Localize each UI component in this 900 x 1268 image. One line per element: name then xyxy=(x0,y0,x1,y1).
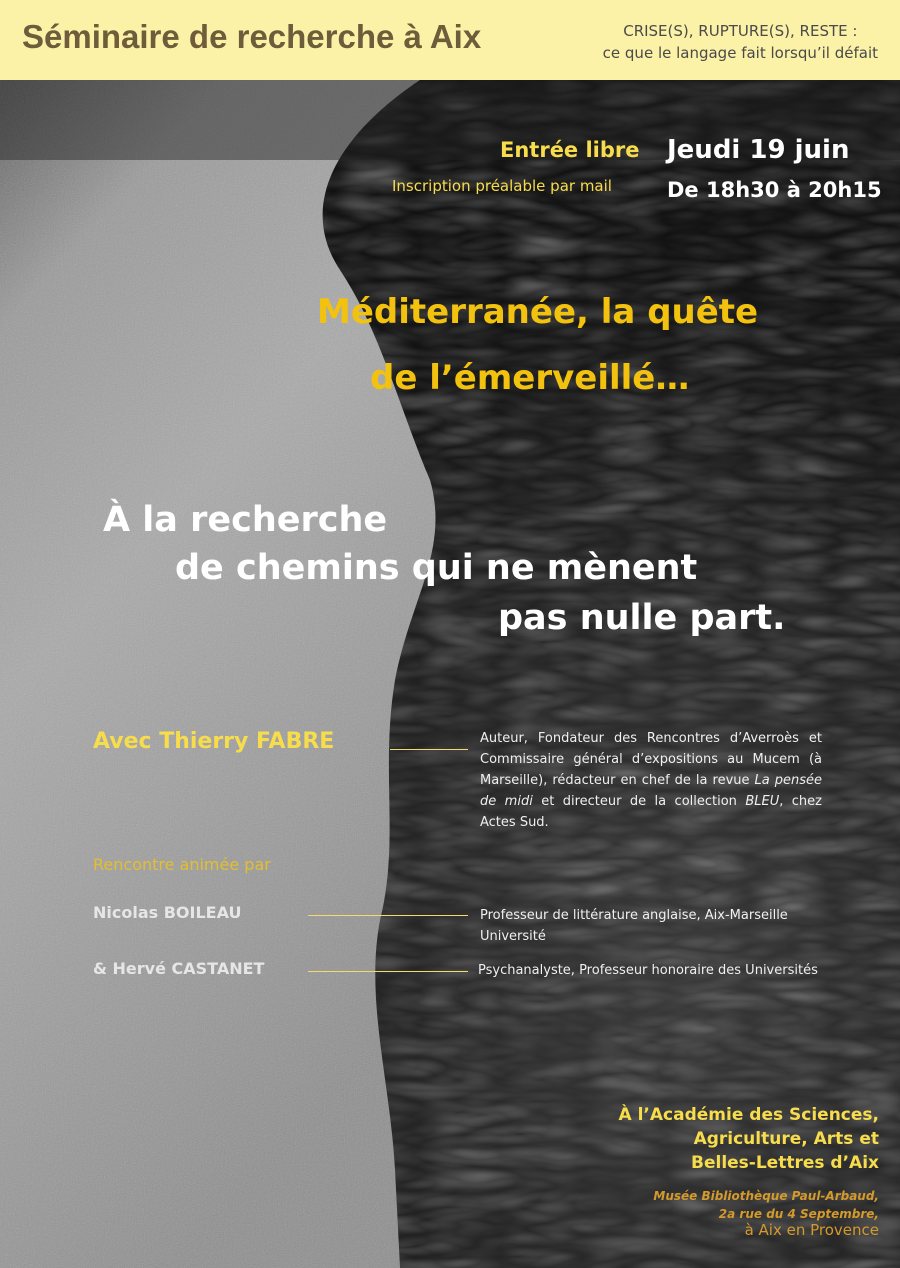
tagline-line-2: de chemins qui ne mènent xyxy=(175,548,698,588)
venue-address xyxy=(653,1187,879,1223)
moderator-role: Professeur de littérature anglaise, Aix-Marseille Université xyxy=(480,908,788,944)
journal-title: La pensée de midi xyxy=(480,773,822,809)
venue-block xyxy=(619,1103,879,1175)
event-time: De 18h30 à 20h15 xyxy=(667,178,882,202)
event-title-line-2: de l’émerveillé… xyxy=(370,358,690,398)
venue-line-2: Agriculture, Arts et xyxy=(693,1129,879,1149)
seminar-title: Séminaire de recherche à Aix xyxy=(22,18,482,55)
free-entry-label: Entrée libre xyxy=(500,138,640,162)
registration-note: Inscription préalable par mail xyxy=(392,177,612,195)
speaker-connector-line xyxy=(390,749,468,750)
address-line-2: 2a rue du 4 Septembre, xyxy=(718,1207,879,1221)
venue-line-1: À l’Académie des Sciences, xyxy=(618,1105,879,1125)
tagline-line-1: À la recherche xyxy=(103,500,388,540)
venue-line-3: Belles-Lettres d’Aix xyxy=(691,1153,879,1173)
moderator-connector-line xyxy=(308,915,468,916)
moderator-role: Psychanalyste, Professeur honoraire des Universités xyxy=(478,963,818,978)
seminar-subtitle-line-2: ce que le langage fait lorsqu’il défait xyxy=(602,44,878,62)
moderator-name: & Hervé CASTANET xyxy=(93,959,265,978)
speaker-name: Avec Thierry FABRE xyxy=(93,729,335,754)
moderator-name: Nicolas BOILEAU xyxy=(93,903,242,922)
speaker-bio xyxy=(480,728,822,833)
collection-title: BLEU xyxy=(745,794,780,809)
moderation-label: Rencontre animée par xyxy=(93,855,271,874)
event-date: Jeudi 19 juin xyxy=(667,135,850,165)
seminar-subtitle-line-1: CRISE(S), RUPTURE(S), RESTE : xyxy=(623,22,858,40)
event-title-line-1: Méditerranée, la quête xyxy=(317,292,759,332)
seminar-subtitle xyxy=(603,20,878,64)
moderator-connector-line xyxy=(308,971,468,972)
speaker-bio-text-3: , chez Actes Sud. xyxy=(480,794,822,830)
header-banner xyxy=(0,0,900,80)
sand-dune-photo xyxy=(0,80,900,1268)
speaker-bio-text-1: Auteur, Fondateur des Rencontres d’Averroès et Commissaire général d’expositions au Mucem (à Marseille), rédacteur en chef de la revue xyxy=(480,731,822,788)
address-line-1: Musée Bibliothèque Paul-Arbaud, xyxy=(653,1189,879,1203)
speaker-bio-text-2: et directeur de la collection xyxy=(532,794,746,809)
address-city: à Aix en Provence xyxy=(744,1221,879,1239)
tagline-line-3: pas nulle part. xyxy=(498,598,786,638)
